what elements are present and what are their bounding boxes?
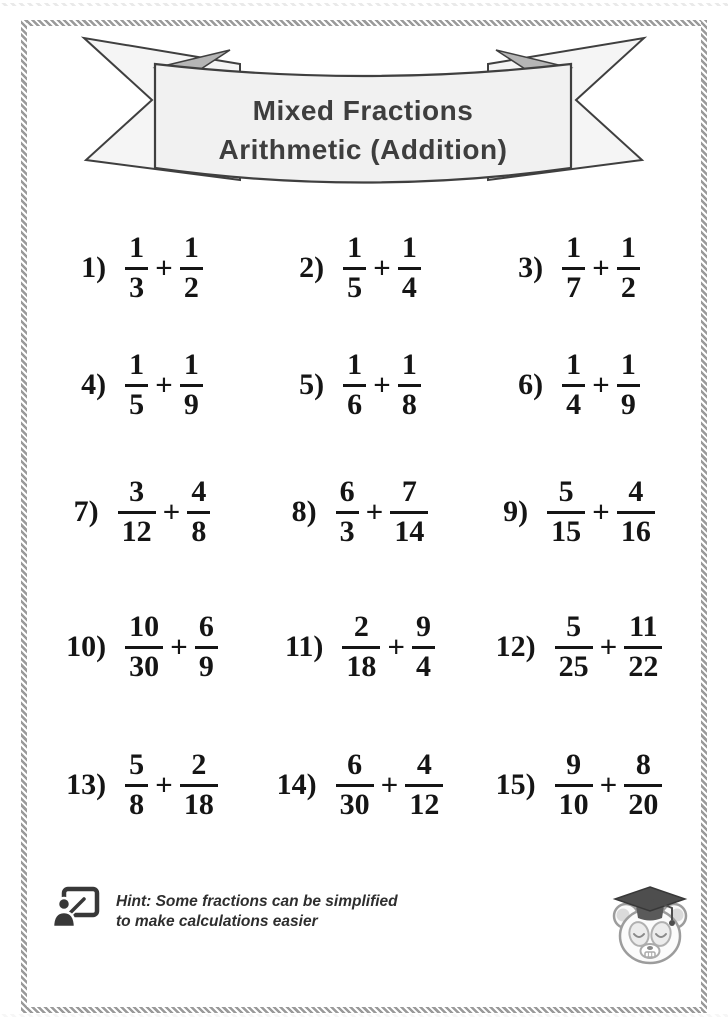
denominator: 4 [562, 384, 585, 421]
denominator: 9 [195, 646, 218, 683]
plus-operator: + [592, 367, 610, 402]
fraction-1 [336, 747, 374, 821]
numerator: 1 [129, 347, 145, 381]
problem-number: 11) [284, 630, 324, 663]
problem-10 [36, 578, 254, 716]
problem-number: 2) [299, 251, 325, 284]
fraction-2 [617, 347, 640, 421]
problem-number: 8) [291, 495, 317, 528]
fraction-2 [624, 747, 662, 821]
problem-1 [36, 212, 254, 324]
denominator: 8 [398, 384, 421, 421]
fraction-1 [555, 747, 593, 821]
problem-number: 3) [518, 251, 544, 284]
denominator: 18 [180, 784, 218, 821]
problem-4 [36, 324, 254, 446]
page-border-bottom [21, 1007, 707, 1013]
problem-number: 15) [495, 768, 536, 801]
graduate-panda-icon [605, 882, 695, 970]
denominator: 8 [187, 511, 210, 548]
denominator: 2 [617, 267, 640, 304]
numerator: 5 [129, 747, 145, 781]
denominator: 12 [405, 784, 443, 821]
numerator: 1 [401, 347, 417, 381]
problem-number: 6) [518, 368, 544, 401]
numerator: 1 [347, 230, 363, 264]
numerator: 1 [401, 230, 417, 264]
plus-operator: + [599, 629, 618, 664]
numerator: 1 [566, 230, 582, 264]
problem-number: 14) [276, 768, 317, 801]
fraction-1 [562, 347, 585, 421]
fraction-2 [624, 609, 662, 683]
problem-number: 7) [73, 495, 99, 528]
problem-11 [254, 578, 472, 716]
denominator: 16 [617, 511, 655, 548]
numerator: 6 [198, 609, 214, 643]
problems-grid [36, 212, 692, 854]
numerator: 2 [353, 609, 369, 643]
problem-number: 10) [66, 630, 107, 663]
problem-15 [472, 716, 692, 854]
worksheet-title [155, 92, 571, 169]
denominator: 7 [562, 267, 585, 304]
fraction-1 [562, 230, 585, 304]
numerator: 3 [129, 474, 145, 508]
denominator: 20 [624, 784, 662, 821]
problem-number: 5) [299, 368, 325, 401]
numerator: 1 [620, 347, 636, 381]
numerator: 5 [566, 609, 582, 643]
numerator: 9 [566, 747, 582, 781]
problem-number: 4) [81, 368, 107, 401]
numerator: 4 [191, 474, 207, 508]
denominator: 4 [412, 646, 435, 683]
plus-operator: + [162, 494, 181, 529]
problem-3 [472, 212, 692, 324]
numerator: 6 [347, 747, 363, 781]
denominator: 14 [390, 511, 428, 548]
denominator: 12 [118, 511, 156, 548]
fraction-1 [336, 474, 359, 548]
fraction-1 [125, 230, 148, 304]
problem-number: 12) [495, 630, 536, 663]
denominator: 22 [624, 646, 662, 683]
numerator: 1 [620, 230, 636, 264]
problem-number: 9) [503, 495, 529, 528]
denominator: 5 [125, 384, 148, 421]
problem-6 [472, 324, 692, 446]
fraction-2 [180, 230, 203, 304]
denominator: 3 [336, 511, 359, 548]
denominator: 15 [547, 511, 585, 548]
problem-12 [472, 578, 692, 716]
fraction-2 [390, 474, 428, 548]
fraction-2 [405, 747, 443, 821]
numerator: 7 [401, 474, 417, 508]
denominator: 8 [125, 784, 148, 821]
denominator: 9 [617, 384, 640, 421]
presenter-whiteboard-icon [52, 886, 100, 932]
numerator: 10 [129, 609, 160, 643]
hint-line-1: Hint: Some fractions can be simplified [116, 893, 398, 910]
plus-operator: + [592, 494, 610, 529]
numerator: 1 [566, 347, 582, 381]
fraction-1 [118, 474, 156, 548]
denominator: 4 [398, 267, 421, 304]
denominator: 2 [180, 267, 203, 304]
fraction-1 [125, 609, 163, 683]
problem-number: 13) [66, 768, 107, 801]
scan-artifact-bottom [0, 1014, 728, 1017]
problem-5 [254, 324, 472, 446]
hint-text [116, 892, 398, 933]
numerator: 4 [628, 474, 644, 508]
plus-operator: + [599, 767, 618, 802]
fraction-1 [555, 609, 593, 683]
problem-14 [254, 716, 472, 854]
fraction-2 [617, 474, 655, 548]
problem-number: 1) [81, 251, 107, 284]
numerator: 6 [339, 474, 355, 508]
plus-operator: + [155, 767, 173, 802]
denominator: 10 [555, 784, 593, 821]
plus-operator: + [387, 629, 405, 664]
problem-13 [36, 716, 254, 854]
numerator: 1 [183, 230, 199, 264]
fraction-1 [343, 230, 366, 304]
plus-operator: + [373, 250, 391, 285]
problem-2 [254, 212, 472, 324]
fraction-2 [187, 474, 210, 548]
denominator: 5 [343, 267, 366, 304]
fraction-1 [343, 347, 366, 421]
denominator: 3 [125, 267, 148, 304]
numerator: 5 [558, 474, 574, 508]
problem-7 [36, 446, 254, 578]
fraction-2 [412, 609, 435, 683]
title-line-1: Mixed Fractions [252, 95, 474, 126]
plus-operator: + [155, 367, 173, 402]
title-line-2: Arithmetic (Addition) [218, 133, 508, 165]
numerator: 1 [347, 347, 363, 381]
numerator: 2 [191, 747, 207, 781]
denominator: 6 [343, 384, 366, 421]
plus-operator: + [592, 250, 610, 285]
fraction-2 [180, 747, 218, 821]
plus-operator: + [155, 250, 173, 285]
numerator: 4 [416, 747, 432, 781]
fraction-2 [398, 347, 421, 421]
plus-operator: + [373, 367, 391, 402]
fraction-1 [125, 347, 148, 421]
hint-section [52, 886, 398, 933]
fraction-1 [125, 747, 148, 821]
problem-8 [254, 446, 472, 578]
plus-operator: + [365, 494, 384, 529]
hint-line-2: to make calculations easier [116, 913, 318, 931]
numerator: 9 [416, 609, 431, 643]
denominator: 30 [125, 646, 163, 683]
denominator: 9 [180, 384, 203, 421]
denominator: 30 [336, 784, 374, 821]
numerator: 8 [635, 747, 651, 781]
numerator: 11 [629, 609, 658, 643]
numerator: 1 [183, 347, 199, 381]
numerator: 1 [129, 230, 145, 264]
plus-operator: + [380, 767, 399, 802]
fraction-2 [180, 347, 203, 421]
fraction-2 [398, 230, 421, 304]
denominator: 18 [342, 646, 380, 683]
fraction-2 [617, 230, 640, 304]
problem-9 [472, 446, 692, 578]
denominator: 25 [555, 646, 593, 683]
plus-operator: + [170, 629, 188, 664]
fraction-1 [547, 474, 585, 548]
fraction-2 [195, 609, 218, 683]
fraction-1 [342, 609, 380, 683]
